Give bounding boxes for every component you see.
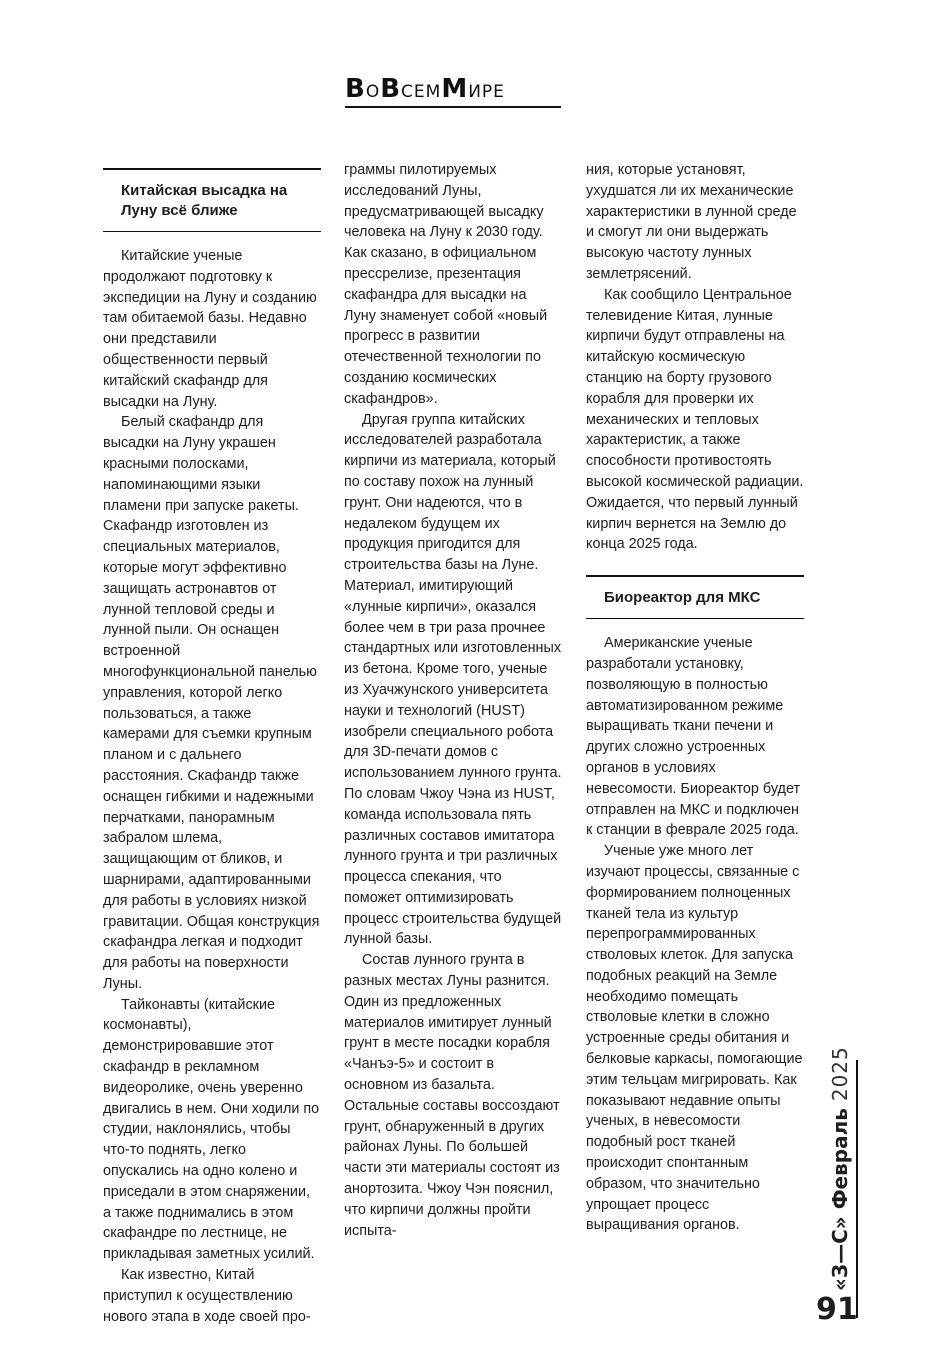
- margin-rule: [856, 1060, 858, 1318]
- article-2-body: [586, 633, 804, 1236]
- issue-label: [820, 1046, 860, 1303]
- paragraph: Китайские ученые продолжают подготовку к экспедиции на Луну и созданию там обитаемой базы. Недавно они представили общественности первый китайский скафандр для высадки на Луну.: [103, 248, 317, 410]
- article-1-header: [103, 168, 321, 232]
- header-letter: О: [365, 82, 381, 102]
- paragraph: граммы пилотируемых исследований Луны, предусматривающей высадку человека на Луну к 2030 году. Как сказано, в официальном прессрелизе, презентация скафандра для высадки на Луну знаменует собой «новый прогресс в развитии отечественной технологии по созданию космических скафандров».: [344, 162, 548, 407]
- paragraph: ния, которые установят, ухудшатся ли их механические характеристики в лунной среде и смогут ли они выдержать высокую частоту лунных землетрясений.: [586, 162, 797, 282]
- header-letter: В: [380, 74, 402, 104]
- section-header: [345, 74, 561, 108]
- column-2: [344, 160, 562, 1241]
- paragraph: Ученые уже много лет изучают процессы, связанные с формированием полноценных тканей тела из культур перепрограммированных стволовых клеток. Для запуска подобных реакций на Земле необходимо помещать стволовые клетки в сложно устроенные среды обитания и белковые каркасы, помогающие этим тельцам мигрировать. Как показывают недавние опыты ученых, в невесомости подобный рост тканей происходит спонтанным образом, что значительно упрощает процесс выращивания органов.: [586, 843, 803, 1234]
- article-2-header: [586, 575, 804, 619]
- issue-month: Февраль: [828, 1108, 852, 1210]
- header-letter: СЕМ: [401, 82, 442, 102]
- paragraph: Американские ученые разработали установку, позволяющую в полностью автоматизированном режиме выращивать ткани печени и других сложно устроенных органов в условиях невесомости. Биореактор будет отправлен на МКС и подключен к станции в феврале 2025 года.: [586, 635, 801, 839]
- paragraph: Как известно, Китай приступил к осуществлению нового этапа в ходе своей про-: [103, 1267, 311, 1325]
- column-1: [103, 168, 321, 1327]
- column-2-body: [344, 160, 562, 1241]
- header-letter: М: [441, 74, 469, 104]
- column-3-body: [586, 160, 804, 555]
- header-letter: В: [345, 74, 366, 104]
- header-letter: ИРЕ: [468, 82, 505, 102]
- issue-label-text: [828, 1046, 852, 1291]
- article-2-title: Биореактор для МКС: [604, 589, 761, 607]
- column-3: [586, 160, 804, 1236]
- paragraph: Состав лунного грунта в разных местах Луны разнится. Один из предложенных материалов имитирует лунный грунт в месте посадки корабля «Чанъэ-5» и состоит в основном из базальта. Остальные составы воссоздают грунт, обнаруженный в других районах Луны. По большей части эти материалы состоят из анортозита. Чжоу Чэн пояснил, что кирпичи должны пройти испыта-: [344, 952, 560, 1239]
- paragraph: Тайконавты (китайские космонавты), демонстрировавшие этот скафандр в рекламном видеоролике, очень уверенно двигались в нем. Они ходили по студии, наклонялись, чтобы что-то поднять, легко опускались на одно колено и приседали в этом снаряжении, а также поднимались в этом скафандре по лестнице, не прикладывая заметных усилий.: [103, 996, 320, 1263]
- paragraph: Другая группа китайских исследователей разработала кирпичи из материала, который по составу похож на лунный грунт. Они надеются, что в недалеком будущем их продукция пригодится для строительства базы на Луне. Материал, имитирующий «лунные кирпичи», оказался более чем в три раза прочнее стандартных или изготовленных из бетона. Кроме того, ученые из Хуачжунского университета науки и технологий (HUST) изобрели специального робота для 3D-печати домов с использованием лунного грунта. По словам Чжоу Чэна из HUST, команда использовала пять различных составов имитатора лунного грунта и три различных процесса спекания, что поможет оптимизировать процесс строительства будущей лунной базы.: [344, 411, 562, 948]
- magazine-name: «З—С»: [828, 1216, 852, 1291]
- article-1-body: [103, 246, 321, 1327]
- paragraph: Белый скафандр для высадки на Луну украшен красными полосками, напоминающими языки пламени при запуске ракеты. Скафандр изготовлен из специальных материалов, которые могут эффективно защищать астронавтов от лунной тепловой среды и лунной пыли. Он оснащен встроенной многофункциональной панелью управления, которой легко пользоваться, а также камерами для съемки крупным планом и с дальнего расстояния. Скафандр также оснащен гибкими и надежными перчатками, панорамным забралом шлема, защищающим от бликов, и шарнирами, адаптированными для работы в условиях низкой гравитации. Общая конструкция скафандра легкая и подходит для работы на поверхности Луны.: [103, 414, 320, 992]
- article-1-title: Китайская высадка на Луну всё ближе: [121, 182, 288, 219]
- page-number: 91: [816, 1292, 858, 1327]
- issue-year: 2025: [828, 1046, 852, 1102]
- paragraph: Как сообщило Центральное телевидение Китая, лунные кирпичи будут отправлены на китайскую космическую станцию на борту грузового корабля для проверки их механических и тепловых характеристик, а также способности противостоять высокой космической радиации. Ожидается, что первый лунный кирпич вернется на Землю до конца 2025 года.: [586, 286, 804, 553]
